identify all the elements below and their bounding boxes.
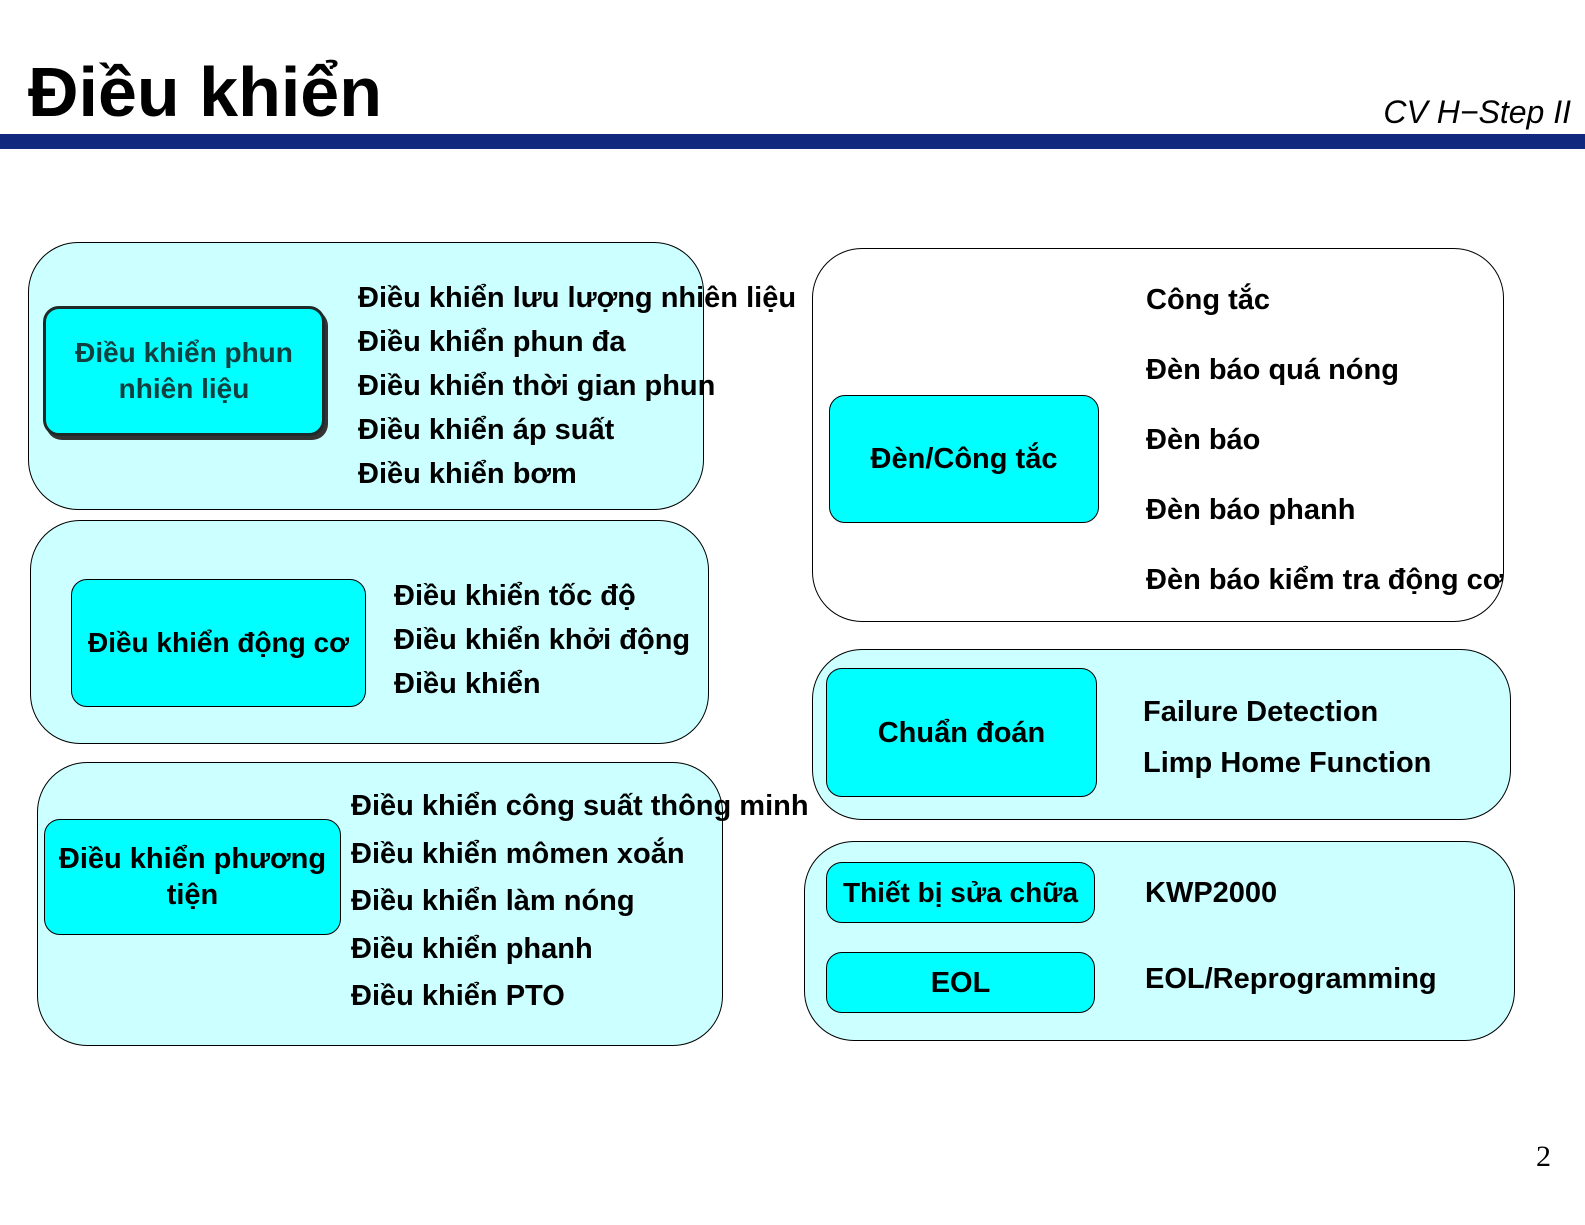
repair-tool-label-box [826, 862, 1095, 923]
vehicle-control-label: Điều khiển phương tiện [58, 843, 327, 911]
vehicle-control-list [351, 788, 809, 1026]
list-item: Điều khiển phanh [351, 932, 593, 965]
slide-subtitle: CV H−Step II [1383, 94, 1571, 130]
fuel-control-list [358, 280, 796, 500]
list-item: Điều khiển bơm [358, 458, 577, 490]
list-item: EOL/Reprogramming [1145, 963, 1437, 995]
diagnosis-label-box [826, 668, 1097, 797]
service-list [1145, 875, 1437, 1047]
title-divider [0, 134, 1585, 149]
engine-control-list [394, 578, 690, 710]
list-item: Điều khiển khởi động [394, 624, 691, 656]
list-item: Đèn báo [1146, 424, 1261, 456]
vehicle-control-label-box [44, 819, 341, 935]
list-item: Điều khiển làm nóng [351, 885, 635, 917]
eol-label-box [826, 952, 1095, 1013]
fuel-control-label: Điều khiển phun nhiên liệu [75, 337, 293, 404]
list-item: Công tắc [1146, 284, 1271, 316]
list-item: Limp Home Function [1143, 747, 1432, 779]
list-item: Điều khiển mômen xoắn [351, 837, 685, 870]
lamp-switch-label-box [829, 395, 1099, 523]
list-item: Điều khiển PTO [351, 980, 565, 1012]
list-item: Điều khiển công suất thông minh [351, 790, 809, 822]
page-number: 2 [1536, 1140, 1551, 1173]
list-item: Điều khiển áp suất [358, 414, 615, 446]
lamp-switch-label: Đèn/Công tắc [870, 443, 1058, 475]
repair-tool-label: Thiết bị sửa chữa [842, 876, 1079, 908]
fuel-control-label-box [43, 306, 325, 436]
list-item: Điều khiển tốc độ [394, 580, 636, 612]
engine-control-label: Điều khiển động cơ [87, 627, 350, 658]
list-item: Đèn báo kiểm tra động cơ [1146, 564, 1504, 596]
list-item: Failure Detection [1143, 696, 1379, 728]
lamp-switch-list [1146, 282, 1503, 632]
eol-label: EOL [930, 966, 991, 999]
slide-title: Điều khiển [28, 53, 382, 131]
list-item: Đèn báo phanh [1146, 494, 1356, 526]
engine-control-label-box [71, 579, 366, 707]
list-item: Điều khiển [394, 668, 541, 700]
diagnosis-label: Chuẩn đoán [877, 716, 1046, 749]
diagnosis-list [1143, 694, 1431, 796]
list-item: Đèn báo quá nóng [1146, 354, 1399, 386]
list-item: Điều khiển thời gian phun [358, 370, 716, 402]
list-item: KWP2000 [1145, 877, 1278, 909]
list-item: Điều khiển phun đa [358, 326, 626, 358]
list-item: Điều khiển lưu lượng nhiên liệu [358, 282, 797, 314]
